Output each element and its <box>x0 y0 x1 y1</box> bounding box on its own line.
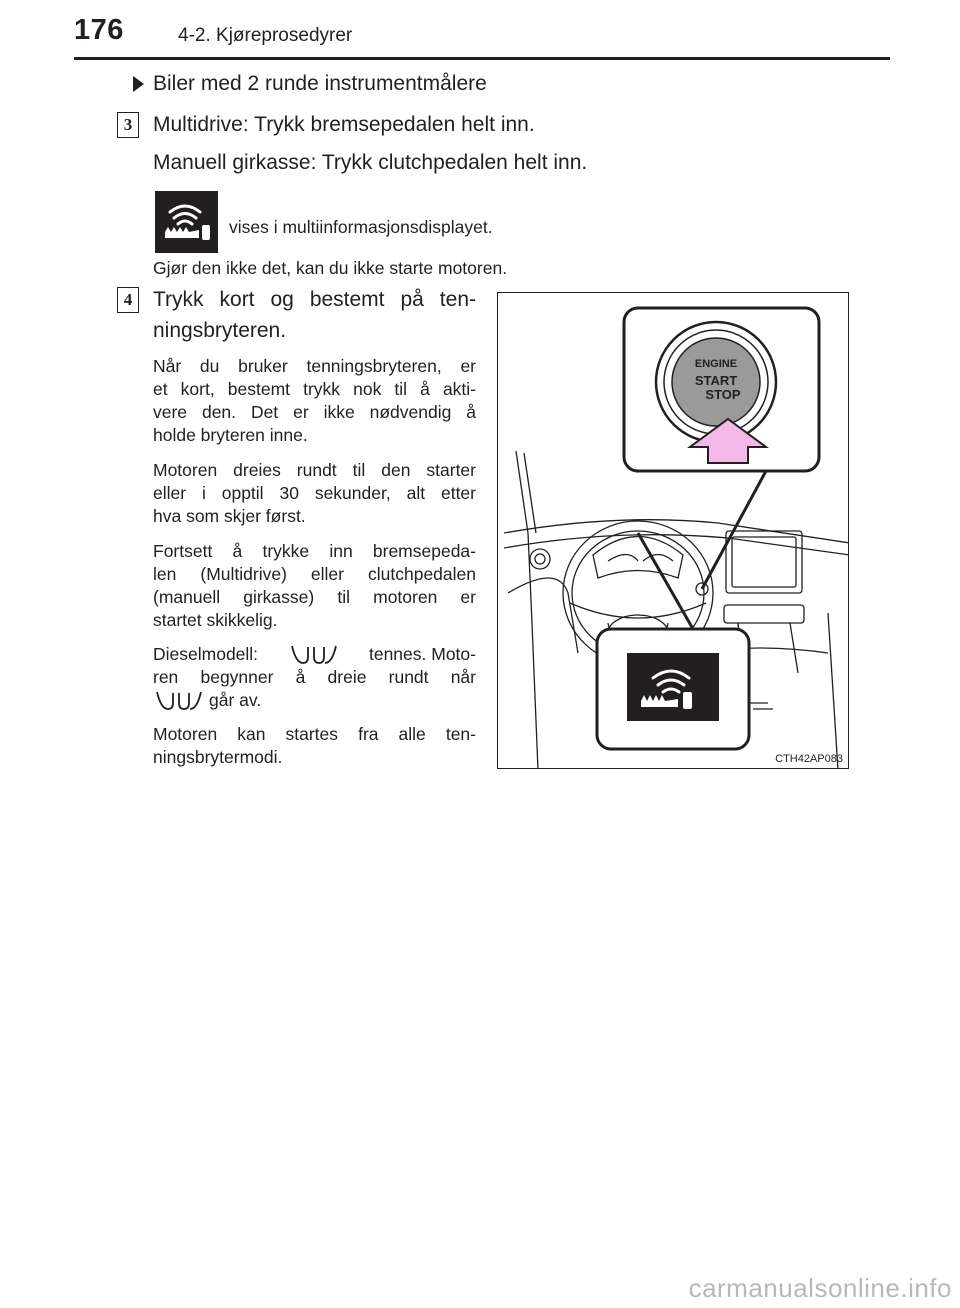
paragraph-4: Dieselmodell: tennes. Moto- ren begynner å dreie rundt når går av. <box>153 644 476 710</box>
page-number: 176 <box>74 14 124 46</box>
watermark: carmanualsonline.info <box>688 1273 952 1303</box>
step4-heading: Trykk kort og bestemt på ten- ningsbryteren. <box>153 288 476 342</box>
bullet-text: Biler med 2 runde instrumentmålere <box>153 72 487 95</box>
warning-text: Gjør den ikke det, kan du ikke starte motoren. <box>153 258 508 278</box>
figure-code: CTH42AP083 <box>775 753 843 765</box>
button-label-stop: STOP <box>705 387 741 402</box>
paragraph-2: Motoren dreies rundt til den starter eller i opptil 30 sekunder, alt etter hva som skjer først. <box>153 460 476 526</box>
paragraph-5: Motoren kan startes fra alle ten- ningsbrytermodi. <box>153 724 476 767</box>
glow-plug-indicator-icon <box>153 689 205 712</box>
button-label-start: START <box>694 373 738 388</box>
glow-plug-indicator-icon <box>288 643 340 666</box>
key-signal-indicator-icon <box>155 191 218 253</box>
header-rule <box>74 57 890 60</box>
indicator-text: vises i multiinformasjonsdisplayet. <box>229 217 493 237</box>
paragraph-1: Når du bruker tenningsbryteren, er et kort, bestemt trykk nok til å akti- vere den. Det er ikke nødvendig å holde bryteren inne. <box>153 356 476 445</box>
step-number-4: 4 <box>117 287 139 313</box>
step3-line2: Manuell girkasse: Trykk clutchpedalen helt inn. <box>153 151 588 174</box>
paragraph-3: Fortsett å trykke inn bremsepeda- len (Multidrive) eller clutchpedalen (manuell girkasse) til motoren er startet skikkelig. <box>153 541 476 630</box>
arrow-bullet-icon <box>133 76 144 92</box>
section-title: 4-2. Kjøreprosedyrer <box>178 25 353 46</box>
dashboard-figure <box>497 292 849 769</box>
dashboard-illustration <box>498 293 849 769</box>
step-number-3: 3 <box>117 112 139 138</box>
button-label-engine: ENGINE <box>694 358 738 370</box>
step3-line1: Multidrive: Trykk bremsepedalen helt inn. <box>153 113 535 136</box>
